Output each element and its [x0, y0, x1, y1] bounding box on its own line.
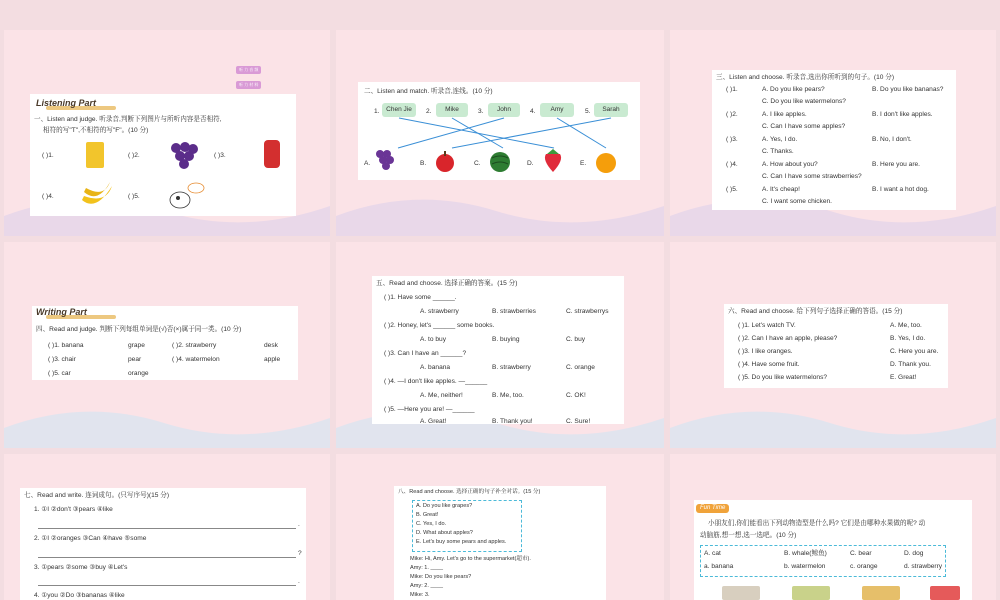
match-title: 二、Listen and match. 听录音,连线。(10 分) [364, 88, 493, 95]
fruit-b: b. watermelon [784, 563, 826, 570]
orange-image [594, 150, 618, 174]
name-mike: Mike [436, 103, 468, 117]
q2-stem: ( )2. Honey, let's ______ some books. [384, 322, 495, 329]
cola-can-image [264, 140, 280, 168]
fruit-a: a. banana [704, 563, 734, 570]
slide-4[interactable] [4, 242, 330, 448]
option-c: C. Yes, I do. [416, 521, 447, 527]
row-1-q: ( )1. Let's watch TV. [738, 322, 796, 329]
row-2-ans: B. Yes, I do. [890, 335, 926, 342]
letter-b: B. [420, 160, 427, 167]
animal-c: C. bear [850, 550, 872, 557]
sentence-1: 1. ①I ②don't ③pears ④like [34, 506, 113, 513]
writing-card [32, 306, 298, 380]
end-3: . [298, 578, 300, 585]
q5-c: C. I want some chicken. [762, 198, 832, 205]
row-2-d: apple [264, 356, 281, 363]
q1-a: A. Do you like pears? [762, 86, 825, 93]
q3-b: B. strawberry [492, 364, 531, 371]
name-chen-jie: Chen Jie [382, 103, 416, 117]
row-3-q: ( )3. I like oranges. [738, 348, 793, 355]
row-1-a: ( )1. banana [48, 342, 84, 349]
item-3: ( )3. [214, 152, 226, 159]
q1-a: A. strawberry [420, 308, 459, 315]
row-1-d: desk [264, 342, 278, 349]
q1-c: C. strawberrys [566, 308, 609, 315]
instruction-line-1: 一、Listen and judge. 听录音,判断下列图片与所听内容是否相符, [34, 116, 222, 123]
q5-c: C. Sure! [566, 418, 591, 425]
slide-5[interactable] [336, 242, 664, 448]
q1-stem: ( )1. Have some ______. [384, 294, 457, 301]
listening-card [30, 94, 296, 216]
slide-8[interactable] [336, 454, 664, 600]
row-3-ans: C. Here you are. [890, 348, 939, 355]
bananas-image [80, 180, 114, 210]
q4-b: B. Me, too. [492, 392, 524, 399]
material-badge[interactable]: 听 力 材 料 [236, 81, 261, 89]
fruit-animal-photo-2 [792, 586, 830, 600]
section-title: 六、Read and choose. 给下列句子选择正确的答语。(15 分) [728, 308, 903, 315]
slide-9[interactable] [670, 454, 996, 600]
q3-b: B. No, I don't. [872, 136, 912, 143]
watermelon-image [488, 150, 512, 174]
fruit-d: d. strawberry [904, 563, 943, 570]
q2-num: ( )2. [726, 111, 738, 118]
item-4: ( )4. [42, 193, 54, 200]
q5-a: A. Great! [420, 418, 447, 425]
slide-2[interactable] [336, 30, 664, 236]
fruit-animal-photo-3 [862, 586, 900, 600]
listening-part-tag: Listening Part [36, 98, 96, 108]
row-2-a: ( )3. chair [48, 356, 76, 363]
read-choose-card [372, 276, 624, 424]
intro-line-2: 动脑筋,想一想,选一选吧。(10 分) [700, 532, 797, 539]
slide-6[interactable] [670, 242, 996, 448]
fruit-animal-photo-1 [722, 586, 760, 600]
section-title: 四、Read and judge. 判断下列每组单词是(√)否(×)属于同一类。(10 分) [36, 326, 242, 333]
fruit-animal-photo-4 [930, 586, 960, 600]
q4-a: A. How about you? [762, 161, 818, 168]
q3-a: A. banana [420, 364, 451, 371]
q2-b: B. I don't like apples. [872, 111, 933, 118]
sentence-card [20, 488, 306, 600]
slide-3[interactable] [670, 30, 996, 236]
option-d: D. What about apples? [416, 530, 473, 536]
dialog-line-1: Mike: Hi, Amy. Let's go to the supermarket(超市). [410, 556, 531, 562]
row-1-b: grape [128, 342, 145, 349]
animal-d: D. dog [904, 550, 924, 557]
q3-stem: ( )3. Can I have an ______? [384, 350, 467, 357]
dialog-line-3: Mike: Do you like pears? [410, 574, 472, 580]
name-amy: Amy [540, 103, 574, 117]
slide-7[interactable] [4, 454, 330, 600]
match-card [358, 82, 640, 180]
fun-time-card [694, 500, 972, 600]
section-title: 七、Read and write. 连词成句。(只写序号)(15 分) [24, 492, 170, 499]
juice-box-image [86, 142, 104, 168]
animal-a: A. cat [704, 550, 721, 557]
num-5: 5. [585, 108, 591, 115]
end-1: . [298, 521, 300, 528]
q2-b: B. buying [492, 336, 520, 343]
section-title: 三、Listen and choose. 听录音,选出你所听到的句子。(10 分) [716, 74, 895, 81]
q4-stem: ( )4. —I don't like apples. —______ [384, 378, 488, 385]
letter-a: A. [364, 160, 371, 167]
dialog-card [394, 486, 606, 600]
letter-e: E. [580, 160, 587, 167]
q4-c: C. Can I have some strawberries? [762, 173, 862, 180]
row-3-a: ( )5. car [48, 370, 71, 377]
item-2: ( )2. [128, 152, 140, 159]
answer-line-1[interactable] [38, 528, 296, 529]
q1-num: ( )1. [726, 86, 738, 93]
q4-c: C. OK! [566, 392, 586, 399]
sentence-4: 4. ①you ②Do ③bananas ④like [34, 592, 125, 599]
item-1: ( )1. [42, 152, 54, 159]
letter-d: D. [527, 160, 534, 167]
q5-b: B. I want a hot dog. [872, 186, 929, 193]
fruit-c: c. orange [850, 563, 878, 570]
apple-image [433, 150, 457, 174]
option-a: A. Do you like grapes? [416, 503, 473, 509]
q4-a: A. Me, neither! [420, 392, 463, 399]
strawberry-image [542, 148, 564, 174]
item-5: ( )5. [128, 193, 140, 200]
row-2-c: ( )4. watermelon [172, 356, 220, 363]
dialog-line-2: Amy: 1. ____ [410, 565, 443, 571]
option-e: E. Let's buy some pears and apples. [416, 539, 507, 545]
q1-b: B. strawberries [492, 308, 536, 315]
row-3-b: orange [128, 370, 149, 377]
match-answer-card [724, 304, 948, 388]
row-1-c: ( )2. strawberry [172, 342, 217, 349]
row-2-q: ( )2. Can I have an apple, please? [738, 335, 838, 342]
q2-a: A. to buy [420, 336, 447, 343]
sentence-3: 3. ①pears ②some ③buy ④Let's [34, 564, 128, 571]
num-3: 3. [478, 108, 484, 115]
num-1: 1. [374, 108, 380, 115]
name-sarah: Sarah [594, 103, 628, 117]
q1-c: C. Do you like watermelons? [762, 98, 846, 105]
row-5-q: ( )5. Do you like watermelons? [738, 374, 828, 381]
num-4: 4. [530, 108, 536, 115]
sentence-2: 2. ①I ②oranges ③Can ④have ⑤some [34, 535, 147, 542]
q5-num: ( )5. [726, 186, 738, 193]
q5-stem: ( )5. —Here you are! —______ [384, 406, 475, 413]
q4-num: ( )4. [726, 161, 738, 168]
q3-c: C. Thanks. [762, 148, 794, 155]
q5-a: A. It's cheap! [762, 186, 800, 193]
q1-b: B. Do you like bananas? [872, 86, 944, 93]
animal-b: B. whale(鲸鱼) [784, 550, 827, 557]
q2-c: C. Can I have some apples? [762, 123, 846, 130]
end-2: ? [298, 550, 302, 557]
dialog-line-4: Amy: 2. ____ [410, 583, 443, 589]
intro-line-1: 小朋友们,你们能看出下列动物造型是什么吗? 它们是由哪种水果做的呢? 动 [708, 520, 926, 527]
row-5-ans: E. Great! [890, 374, 917, 381]
writing-part-tag: Writing Part [36, 307, 87, 317]
row-4-q: ( )4. Have some fruit. [738, 361, 800, 368]
section-title: 五、Read and choose. 选择正确的答案。(15 分) [376, 280, 518, 287]
row-1-ans: A. Me, too. [890, 322, 922, 329]
option-b: B. Great! [416, 512, 439, 518]
wave-decoration [4, 388, 330, 448]
wave-decoration [336, 176, 664, 236]
grapes-image [168, 140, 200, 170]
cow-image [166, 180, 206, 212]
q2-c: C. buy [566, 336, 586, 343]
q2-a: A. I like apples. [762, 111, 807, 118]
row-4-ans: D. Thank you. [890, 361, 931, 368]
name-john: John [488, 103, 520, 117]
slide-1[interactable] [4, 30, 330, 236]
section-title: 八、Read and choose. 选择正确的句子补全对话。(15 分) [398, 489, 541, 495]
wave-decoration [670, 388, 996, 448]
q3-a: A. Yes, I do. [762, 136, 798, 143]
fun-time-tag: Fun Time [696, 504, 729, 513]
q3-num: ( )3. [726, 136, 738, 143]
answer-line-2[interactable] [38, 557, 296, 558]
audio-badge[interactable]: 听 力 音 频 [236, 66, 261, 74]
answer-line-3[interactable] [38, 585, 296, 586]
instruction-line-2: 相符的写"T",不相符的写"F"。(10 分) [43, 127, 149, 134]
grapes-image [374, 148, 396, 172]
q5-b: B. Thank you! [492, 418, 533, 425]
num-2: 2. [426, 108, 432, 115]
letter-c: C. [474, 160, 481, 167]
q4-b: B. Here you are. [872, 161, 921, 168]
q3-c: C. orange [566, 364, 595, 371]
listen-choose-card [712, 70, 956, 210]
dialog-line-5: Mike: 3. [410, 592, 430, 598]
row-2-b: pear [128, 356, 142, 363]
